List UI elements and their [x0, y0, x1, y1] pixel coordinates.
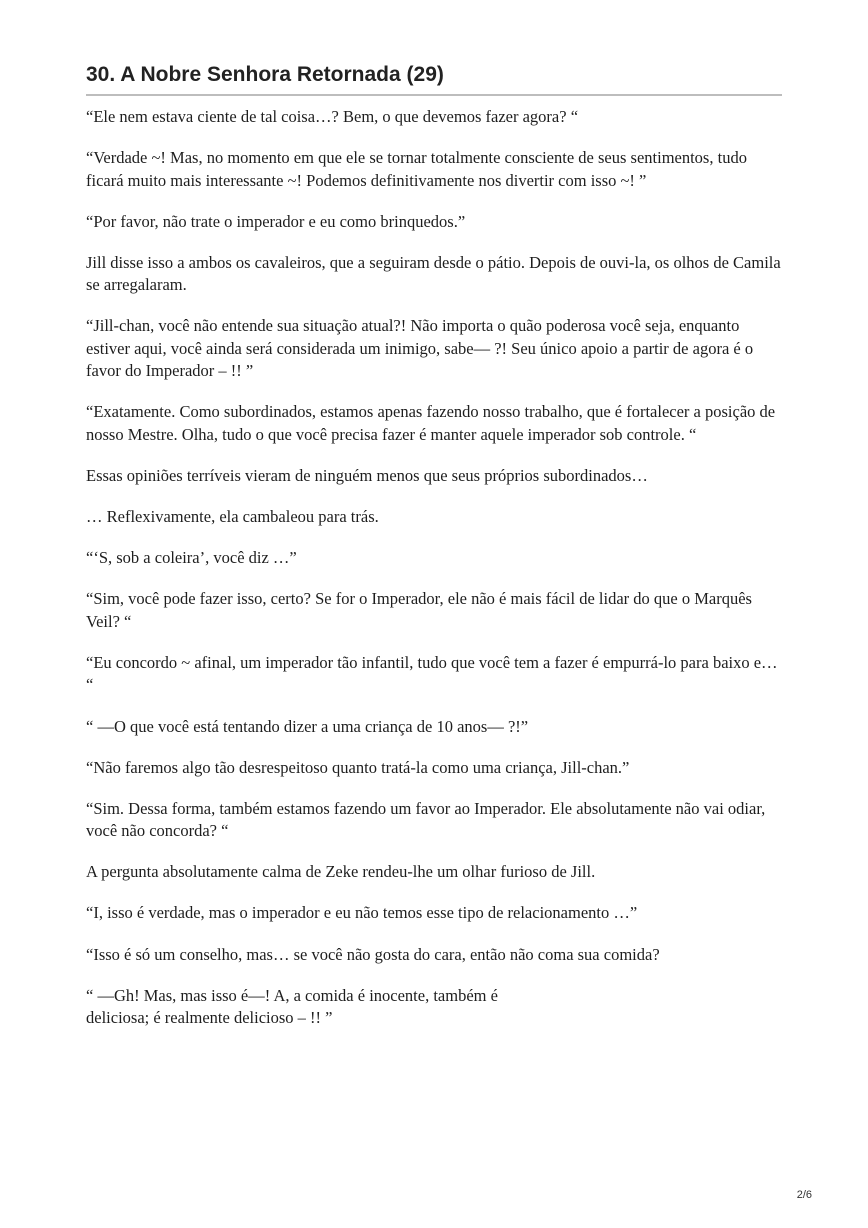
paragraph: “Não faremos algo tão desrespeitoso quanto tratá-la como uma criança, Jill-chan.”	[86, 757, 630, 777]
paragraph-line: “ —Gh! Mas, mas isso é—! A, a comida é inocente, também é	[86, 985, 498, 1005]
paragraph: “‘S, sob a coleira’, você diz …”	[86, 548, 297, 568]
paragraph: Essas opiniões terríveis vieram de ninguém menos que seus próprios subordinados…	[86, 466, 648, 486]
paragraph: “ —O que você está tentando dizer a uma criança de 10 anos— ?!”	[86, 716, 529, 736]
paragraph: Jill disse isso a ambos os cavaleiros, que a seguiram desde o pátio. Depois de ouvi-la, os olhos de Camila se arregalaram.	[86, 252, 781, 295]
chapter-title: 30. A Nobre Senhora Retornada (29)	[86, 63, 444, 86]
paragraph-final	[86, 985, 782, 1030]
paragraph: “I, isso é verdade, mas o imperador e eu não temos esse tipo de relacionamento …”	[86, 903, 638, 923]
paragraph: “Eu concordo ~ afinal, um imperador tão infantil, tudo que você tem a fazer é empurrá-lo para baixo e… “	[86, 652, 778, 695]
paragraph: “Sim. Dessa forma, também estamos fazendo um favor ao Imperador. Ele absolutamente não vai odiar, você não concorda? “	[86, 798, 766, 841]
paragraph: “Sim, você pode fazer isso, certo? Se for o Imperador, ele não é mais fácil de lidar do que o Marquês Veil? “	[86, 589, 752, 631]
chapter-body	[86, 106, 782, 1030]
paragraph: “Jill-chan, você não entende sua situação atual?! Não importa o quão poderosa você seja, enquanto estiver aqui, você ainda será considerada um inimigo, sabe— ?! Seu único apoio a partir de agora é o favor do Imperador – !! ”	[86, 316, 754, 381]
paragraph: “Por favor, não trate o imperador e eu como brinquedos.”	[86, 211, 466, 231]
paragraph: A pergunta absolutamente calma de Zeke rendeu-lhe um olhar furioso de Jill.	[86, 862, 596, 882]
title-divider	[86, 94, 782, 96]
page-number: 2/6	[796, 1189, 812, 1201]
paragraph: “Exatamente. Como subordinados, estamos apenas fazendo nosso trabalho, que é fortalecer a posição de nosso Mestre. Olha, tudo o que você precisa fazer é manter aquele imperador sob controle. “	[86, 402, 776, 444]
paragraph-line: deliciosa; é realmente delicioso – !! ”	[86, 1008, 333, 1028]
paragraph: “Verdade ~! Mas, no momento em que ele se tornar totalmente consciente de seus sentimentos, tudo ficará muito mais interessante ~! Podemos definitivamente nos divertir com isso ~! ”	[86, 148, 747, 190]
paragraph: … Reflexivamente, ela cambaleou para trás.	[86, 507, 379, 527]
paragraph: “Isso é só um conselho, mas… se você não gosta do cara, então não coma sua comida?	[86, 944, 660, 964]
document-page	[86, 60, 782, 1030]
paragraph: “Ele nem estava ciente de tal coisa…? Bem, o que devemos fazer agora? “	[86, 107, 579, 126]
